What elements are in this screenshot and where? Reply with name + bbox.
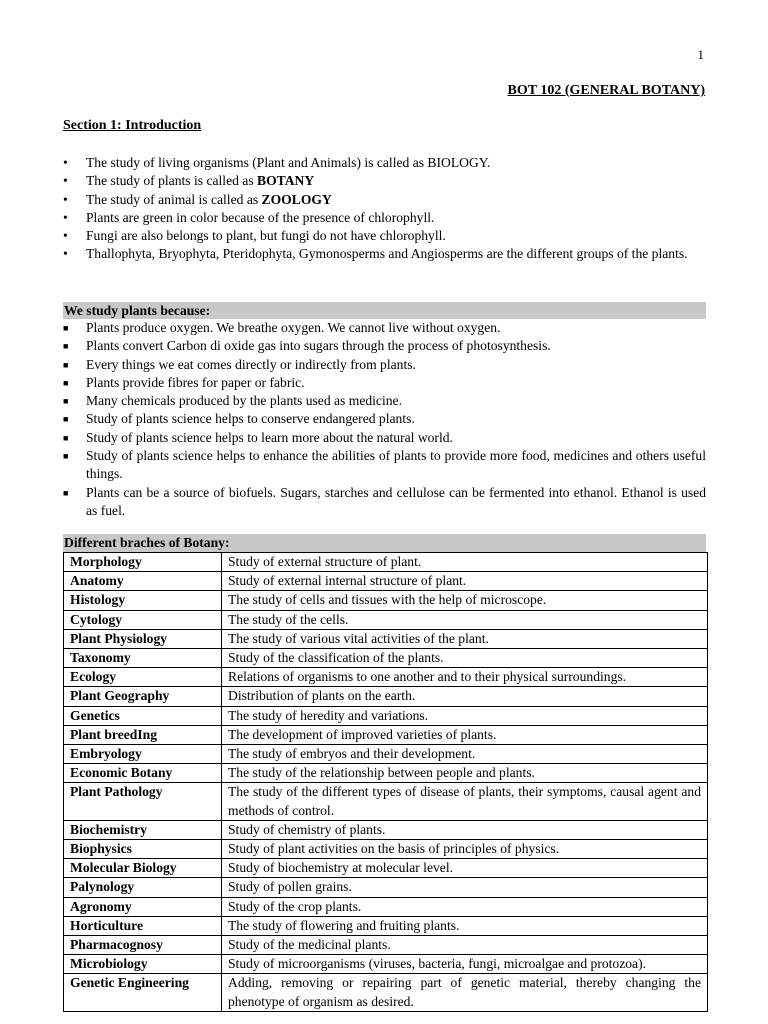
table-row xyxy=(64,955,708,974)
branch-term: Plant Pathology xyxy=(64,783,222,820)
intro-bullet-item xyxy=(63,191,706,209)
intro-bullet-text: Fungi are also belongs to plant, but fungi do not have chlorophyll. xyxy=(86,228,446,244)
branch-definition: Study of microorganisms (viruses, bacteria, fungi, microalgae and protozoa). xyxy=(222,955,708,974)
branch-definition: The study of the cells. xyxy=(222,610,708,629)
reason-text: Many chemicals produced by the plants used as medicine. xyxy=(86,393,402,409)
reason-text: Every things we eat comes directly or indirectly from plants. xyxy=(86,356,416,372)
branch-term: Horticulture xyxy=(64,916,222,935)
square-bullet-icon: ■ xyxy=(63,487,69,498)
intro-bullet-item xyxy=(63,227,706,245)
intro-bullet-text: The study of animal is called as xyxy=(86,191,262,207)
branch-definition: Study of the classification of the plants. xyxy=(222,649,708,668)
branch-term: Anatomy xyxy=(64,572,222,591)
intro-bullet-text: The study of plants is called as xyxy=(86,173,258,189)
bullet-dot-icon: • xyxy=(63,246,68,262)
branch-definition: Study of external structure of plant. xyxy=(222,553,708,572)
intro-bullet-item xyxy=(63,172,706,190)
table-row xyxy=(64,668,708,687)
branch-term: Pharmacognosy xyxy=(64,936,222,955)
table-row xyxy=(64,553,708,572)
bullet-dot-icon: • xyxy=(63,209,68,225)
branch-definition: The study of cells and tissues with the help of microscope. xyxy=(222,591,708,610)
intro-bullet-item xyxy=(63,245,706,263)
bullet-dot-icon: • xyxy=(63,155,68,170)
branch-definition: The study of the different types of disease of plants, their symptoms, causal agent and methods of control. xyxy=(222,783,708,820)
branch-term: Ecology xyxy=(64,668,222,687)
square-bullet-icon: ■ xyxy=(63,341,69,352)
intro-bullet-item xyxy=(63,209,706,227)
table-row xyxy=(64,840,708,859)
branch-definition: The study of various vital activities of the plant. xyxy=(222,629,708,648)
table-row xyxy=(64,572,708,591)
table-row xyxy=(64,745,708,764)
square-bullet-icon: ■ xyxy=(63,396,69,407)
branch-term: Molecular Biology xyxy=(64,859,222,878)
reasons-heading: We study plants because: xyxy=(63,302,706,319)
reason-item xyxy=(63,447,706,484)
branch-term: Plant Geography xyxy=(64,687,222,706)
branch-term: Morphology xyxy=(64,553,222,572)
branch-definition: The development of improved varieties of plants. xyxy=(222,725,708,744)
branch-definition: Study of chemistry of plants. xyxy=(222,820,708,839)
branch-term: Biophysics xyxy=(64,840,222,859)
bullet-dot-icon: • xyxy=(63,191,68,207)
reason-item xyxy=(63,319,706,337)
branch-definition: Study of the crop plants. xyxy=(222,897,708,916)
branches-heading: Different braches of Botany: xyxy=(63,534,706,552)
square-bullet-icon: ■ xyxy=(63,323,69,333)
square-bullet-icon: ■ xyxy=(63,451,69,462)
reason-text: Plants can be a source of biofuels. Sugars, starches and cellulose can be fermented into ethanol. Ethanol is used as fuel. xyxy=(86,484,706,518)
course-title: BOT 102 (GENERAL BOTANY) xyxy=(507,83,705,98)
table-row xyxy=(64,591,708,610)
table-row xyxy=(64,916,708,935)
bullet-dot-icon: • xyxy=(63,173,68,189)
branch-definition: The study of heredity and variations. xyxy=(222,706,708,725)
square-bullet-icon: ■ xyxy=(63,414,69,425)
intro-bullet-bold-term: ZOOLOGY xyxy=(261,191,332,207)
table-row xyxy=(64,610,708,629)
intro-bullet-item xyxy=(63,154,706,172)
intro-bullet-list xyxy=(63,154,706,264)
table-row xyxy=(64,649,708,668)
reason-item xyxy=(63,429,706,447)
branch-term: Cytology xyxy=(64,610,222,629)
intro-bullet-text: Plants are green in color because of the presence of chlorophyll. xyxy=(86,209,435,225)
table-row xyxy=(64,859,708,878)
reason-item xyxy=(63,410,706,428)
reason-item xyxy=(63,356,706,374)
branch-definition: The study of flowering and fruiting plants. xyxy=(222,916,708,935)
reason-text: Plants provide fibres for paper or fabric. xyxy=(86,374,305,390)
branch-term: Economic Botany xyxy=(64,764,222,783)
table-row xyxy=(64,706,708,725)
table-row xyxy=(64,725,708,744)
reason-text: Study of plants science helps to conserve endangered plants. xyxy=(86,411,415,427)
table-row xyxy=(64,764,708,783)
bullet-dot-icon: • xyxy=(63,228,68,244)
reason-text: Study of plants science helps to enhance the abilities of plants to provide more food, medicines and others useful things. xyxy=(86,448,706,482)
branch-term: Palynology xyxy=(64,878,222,897)
branch-term: Microbiology xyxy=(64,955,222,974)
branch-term: Histology xyxy=(64,591,222,610)
branch-term: Plant breedIng xyxy=(64,725,222,744)
branch-definition: Study of external internal structure of plant. xyxy=(222,572,708,591)
branch-term: Biochemistry xyxy=(64,820,222,839)
branch-definition: Adding, removing or repairing part of genetic material, thereby changing the phenotype of organism as desired. xyxy=(222,974,708,1011)
branch-definition: Study of the medicinal plants. xyxy=(222,936,708,955)
table-row xyxy=(64,936,708,955)
branch-term: Taxonomy xyxy=(64,649,222,668)
branches-table xyxy=(63,552,708,1012)
reason-item xyxy=(63,484,706,521)
branch-term: Agronomy xyxy=(64,897,222,916)
branch-definition: Study of pollen grains. xyxy=(222,878,708,897)
branch-definition: Study of biochemistry at molecular level. xyxy=(222,859,708,878)
table-row xyxy=(64,687,708,706)
intro-bullet-bold-term: BOTANY xyxy=(257,173,315,189)
square-bullet-icon: ■ xyxy=(63,432,69,443)
table-row xyxy=(64,629,708,648)
reasons-bullet-list xyxy=(63,319,706,520)
section-title: Section 1: Introduction xyxy=(63,118,202,133)
table-row xyxy=(64,783,708,820)
table-row xyxy=(64,820,708,839)
reason-text: Plants produce oxygen. We breathe oxygen. We cannot live without oxygen. xyxy=(86,320,501,335)
reason-item xyxy=(63,337,706,355)
table-row xyxy=(64,897,708,916)
square-bullet-icon: ■ xyxy=(63,377,69,388)
intro-bullet-text: Thallophyta, Bryophyta, Pteridophyta, Gymonosperms and Angiosperms are the different groups of the plants. xyxy=(86,246,688,262)
intro-bullet-text: The study of living organisms (Plant and Animals) is called as BIOLOGY. xyxy=(86,155,491,170)
page-number: 1 xyxy=(697,47,704,62)
branch-term: Genetics xyxy=(64,706,222,725)
branch-term: Plant Physiology xyxy=(64,629,222,648)
branch-definition: Study of plant activities on the basis of principles of physics. xyxy=(222,840,708,859)
reason-text: Plants convert Carbon di oxide gas into sugars through the process of photosynthesis. xyxy=(86,338,551,354)
branch-definition: The study of the relationship between people and plants. xyxy=(222,764,708,783)
reason-text: Study of plants science helps to learn more about the natural world. xyxy=(86,429,453,445)
reason-item xyxy=(63,374,706,392)
branch-definition: Relations of organisms to one another and to their physical surroundings. xyxy=(222,668,708,687)
branch-term: Genetic Engineering xyxy=(64,974,222,1011)
table-row xyxy=(64,974,708,1011)
branch-definition: The study of embryos and their development. xyxy=(222,745,708,764)
branch-term: Embryology xyxy=(64,745,222,764)
table-row xyxy=(64,878,708,897)
branch-definition: Distribution of plants on the earth. xyxy=(222,687,708,706)
square-bullet-icon: ■ xyxy=(63,359,69,370)
reason-item xyxy=(63,392,706,410)
